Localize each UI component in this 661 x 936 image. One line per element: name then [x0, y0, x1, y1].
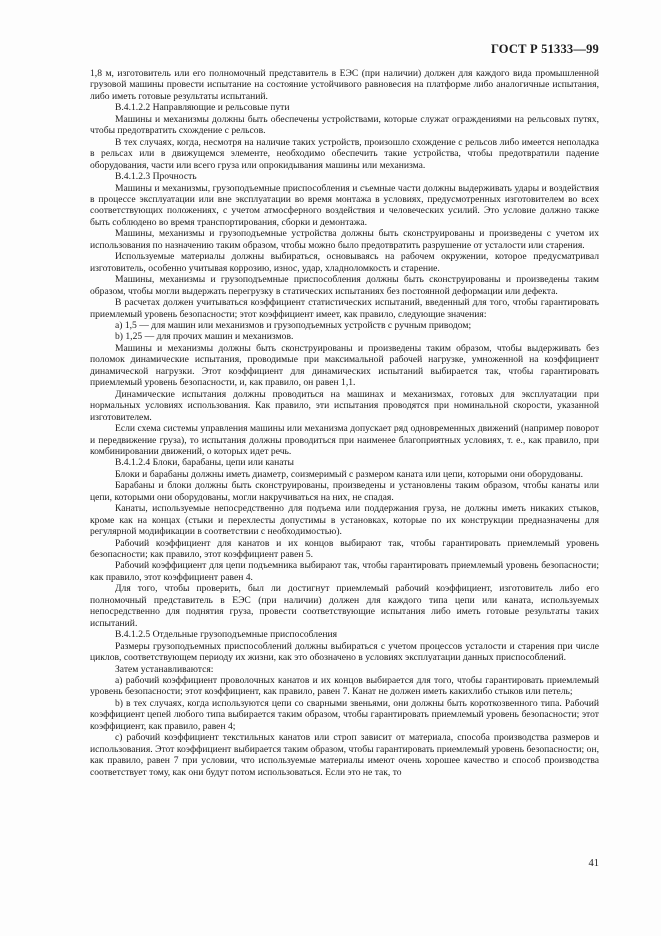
- section-heading-rails: В.4.1.2.2 Направляющие и рельсовые пути: [115, 102, 290, 114]
- section-heading-strength: В.4.1.2.3 Прочность: [115, 171, 197, 183]
- paragraph: Используемые материалы должны выбираться, основываясь на рабочем окружении, которое предусматривал изготовитель, особенно учитывая коррозию, износ, удар, хладноломкость и старение.: [90, 251, 599, 274]
- paragraph: Если схема системы управления машины или механизма допускает ряд одновременных движений (например поворот и передвижение груза), то испытания должны проводиться при наименее благоприятных условиях, т. е., как правило, при комбинировании движений, о которых идет речь.: [90, 423, 599, 457]
- paragraph: Динамические испытания должны проводиться на машинах и механизмах, готовых для эксплуатации при нормальных условиях использования. Как правило, эти испытания проводятся при номинальной скорости, указанной изготовителем.: [90, 388, 599, 423]
- paragraph: Машины и механизмы, грузоподъемные приспособления и съемные части должны выдерживать удары и воздействия в процессе эксплуатации или вне эксплуатации во время монтажа в условиях, предусмотренных изготовителем во всех соответствующих положениях, с учетом атмосферного воздействия и человеческих усилий. Это условие должно также быть соблюдено во время транспортирования, сборки и демонтажа.: [90, 182, 599, 228]
- paragraph: Машины и механизмы должны быть сконструированы и произведены таким образом, чтобы выдерживать без поломок динамические испытания, проводимые при максимальной рабочей нагрузке, умноженной на коэффициент динамической нагрузки. Этот коэффициент для динамических испытаний выбирается так, чтобы гарантировать приемлемый уровень безопасности, и, как правило, он равен 1,1.: [90, 342, 599, 389]
- paragraph: Размеры грузоподъемных приспособлений должны выбираться с учетом процессов усталости и старения при числе циклов, соответствующем периоду их жизни, как это обозначено в условиях эксплуатации данных приспособлений.: [90, 640, 599, 664]
- paragraph: Затем устанавливаются:: [115, 663, 214, 675]
- paragraph: Барабаны и блоки должны быть сконструированы, произведены и установлены таким образом, чтобы канаты или цепи, которыми они оборудованы, могли накручиваться на них, не спадая.: [90, 480, 599, 503]
- paragraph: Для того, чтобы проверить, был ли достигнут приемлемый рабочий коэффициент, изготовитель либо его полномочный представитель в ЕЭС (при наличии) должен для каждого типа цепи или каната, используемых непосредственно для поднятия груза, провести соответствующие испытания либо иметь готовые результаты таких испытаний.: [90, 583, 599, 629]
- section-heading-pulleys: В.4.1.2.4 Блоки, барабаны, цепи или канаты: [115, 457, 294, 469]
- paragraph: Машины и механизмы должны быть обеспечены устройствами, которые служат ограждениями на рельсовых путях, чтобы предотвратить схождение с рельсов.: [90, 113, 599, 137]
- paragraph-continuation: 1,8 м, изготовитель или его полномочный представитель в ЕЭС (при наличии) должен для каждого вида промышленной грузовой машины провести испытание на состояние устойчивого равновесия на платформе либо аналогичные испытания, либо иметь готовые результаты испытаний.: [90, 68, 599, 102]
- paragraph: Машины, механизмы и грузоподъемные приспособления должны быть сконструированы и произведены таким образом, чтобы могли выдержать перегрузку в статических испытаниях без постоянной деформации или дефекта.: [90, 274, 599, 297]
- list-item: с) рабочий коэффициент текстильных канатов или строп зависит от материала, способа производства размеров и использования. Этот коэффициент выбирается таким образом, чтобы гарантировать приемлемый уровень безопасности; он, как правило, равен 7 при условии, что используемые материалы имеют очень хорошее качество и способ производства соответствует тому, как они будут потом использоваться. Если это не так, то: [90, 732, 599, 778]
- document-body: [90, 68, 599, 778]
- list-item: b) 1,25 — для прочих машин и механизмов.: [115, 331, 294, 343]
- paragraph: Канаты, используемые непосредственно для подъема или поддержания груза, не должны иметь никаких стыков, кроме как на концах (стыки и перехлесты допустимы в установках, которые по их конструкции предназначены для регулярной модификации в соответствии с необходимостью).: [90, 503, 599, 538]
- paragraph: В тех случаях, когда, несмотря на наличие таких устройств, произошло схождение с рельсов либо имеется неполадка в рельсах или в движущемся элементе, необходимо обеспечить такие устройства, чтобы предотвратили падение оборудования, части или всего груза или опрокидывания машины или механизма.: [90, 136, 599, 171]
- section-heading-lifting-devices: В.4.1.2.5 Отдельные грузоподъемные приспособления: [115, 629, 338, 641]
- list-item: а) 1,5 — для машин или механизмов и грузоподъемных устройств с ручным приводом;: [115, 319, 472, 331]
- standard-designation: ГОСТ Р 51333—99: [490, 42, 599, 56]
- page-number: 41: [588, 858, 599, 869]
- paragraph: В расчетах должен учитываться коэффициент статистических испытаний, введенный для того, чтобы гарантировать приемлемый уровень безопасности; этот коэффициент имеет, как правило, следующие значения:: [90, 297, 599, 320]
- paragraph: Машины, механизмы и грузоподъемные устройства должны быть сконструированы и произведены с учетом их использования по назначению таким образом, чтобы можно было предотвратить разрушение от усталости или старения.: [90, 228, 599, 251]
- paragraph: Блоки и барабаны должны иметь диаметр, соизмеримый с размером каната или цепи, которыми они оборудованы.: [115, 468, 584, 480]
- list-item: а) рабочий коэффициент проволочных канатов и их концов выбирается для того, чтобы гарантировать приемлемый уровень безопасности; этот коэффициент, как правило, равен 7. Канат не должен иметь какихлибо стыков или петель;: [90, 675, 599, 698]
- paragraph: Рабочий коэффициент для канатов и их концов выбирают так, чтобы гарантировать приемлемый уровень безопасности; как правило, этот коэффициент равен 5.: [90, 537, 599, 561]
- paragraph: Рабочий коэффициент для цепи подъемника выбирают так, чтобы гарантировать приемлемый уровень безопасности; как правило, этот коэффициент равен 4.: [90, 560, 599, 583]
- list-item: b) в тех случаях, когда используются цепи со сварными звеньями, они должны быть короткозвенного типа. Рабочий коэффициент цепей любого типа выбирается таким образом, чтобы гарантировать приемлемый уровень безопасности; этот коэффициент, как правило, равен 4;: [90, 697, 599, 732]
